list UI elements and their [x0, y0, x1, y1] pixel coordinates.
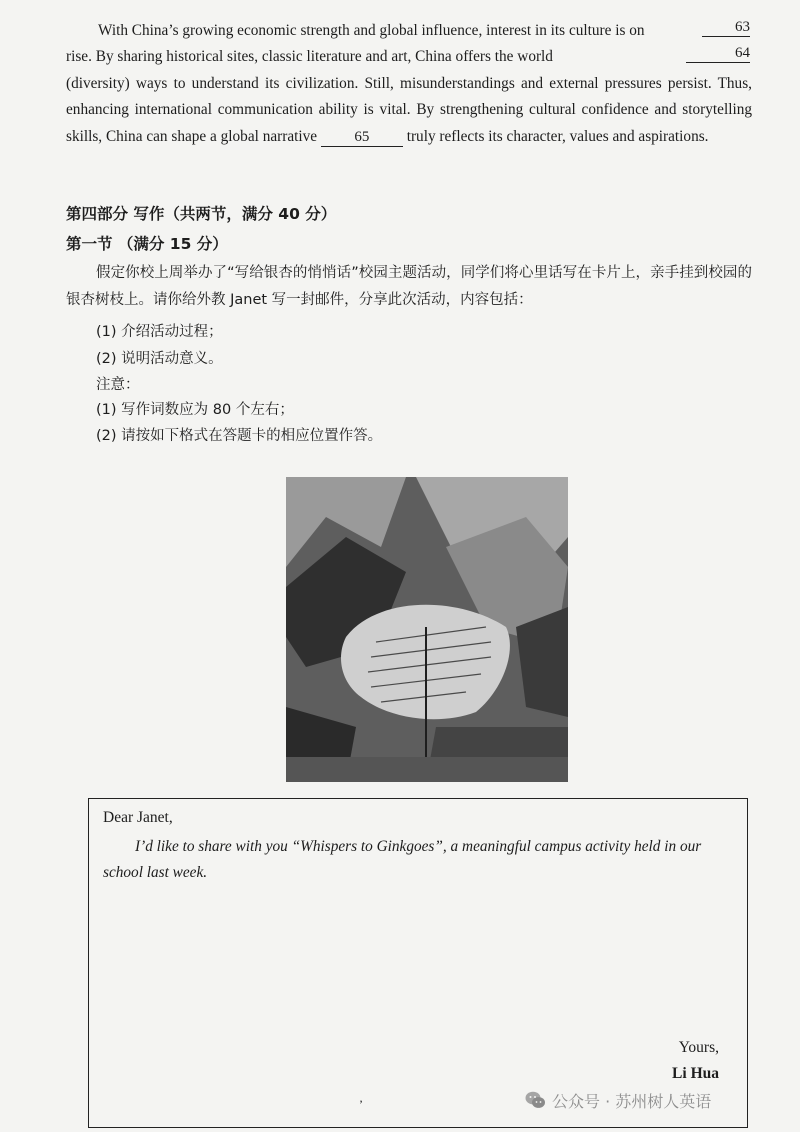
- section-heading: 第四部分 写作（共两节，满分 40 分）: [66, 205, 337, 223]
- answer-box: [88, 798, 748, 1128]
- passage-line-1: With China’s growing economic strength and global influence, interest in its culture is on: [98, 22, 645, 39]
- stray-mark: ’: [359, 1097, 363, 1111]
- letter-opening: I’d like to share with you “Whispers to Ginkgoes”, a meaningful campus activity held in our school last week.: [103, 838, 702, 881]
- wechat-icon: [524, 1089, 546, 1111]
- subsection-heading: 第一节 （满分 15 分）: [66, 235, 228, 253]
- blank-63: 63: [702, 18, 750, 37]
- note-2: (2) 请按如下格式在答题卡的相应位置作答。: [96, 428, 383, 444]
- letter-closing: [672, 1035, 719, 1087]
- blank-65: 65: [321, 128, 403, 147]
- passage-rest: [66, 71, 752, 150]
- writing-prompt: 假定你校上周举办了“写给银杏的悄悄话”校园主题活动，同学们将心里话写在卡片上，亲手挂到校园的银杏树枝上。请你给外教 Janet 写一封邮件，分享此次活动，内容包括：: [66, 265, 752, 308]
- watermark: [524, 1087, 711, 1113]
- letter-closing-word: Yours,: [678, 1039, 719, 1056]
- passage-line-2-wrap: [66, 44, 752, 70]
- note-label: 注意：: [96, 377, 140, 393]
- note-1: (1) 写作词数应为 80 个左右；: [96, 402, 294, 418]
- content-point-1: (1) 介绍活动过程；: [96, 324, 223, 340]
- passage-rest-a: (diversity) ways to understand its civilization. Still, misunderstandings and external pressures persist. Thus, enhancing international communication ability is vital. By strengthening cultural confidence and storytelling skills, China can shape a global narrative: [66, 74, 752, 145]
- watermark-text: 公众号 · 苏州树人英语: [552, 1091, 712, 1111]
- ginkgo-card-photo: [286, 477, 568, 782]
- reading-passage: [66, 18, 752, 150]
- photo-illustration: [286, 477, 568, 782]
- blank-64: 64: [686, 44, 750, 63]
- passage-paragraph: [66, 18, 752, 44]
- content-point-2: (2) 说明活动意义。: [96, 351, 223, 367]
- letter-salutation: Dear Janet,: [103, 809, 173, 826]
- passage-rest-b: truly reflects its character, values and aspirations.: [406, 127, 709, 145]
- letter-signature: Li Hua: [672, 1065, 719, 1082]
- passage-line-2: rise. By sharing historical sites, classic literature and art, China offers the world: [66, 48, 553, 66]
